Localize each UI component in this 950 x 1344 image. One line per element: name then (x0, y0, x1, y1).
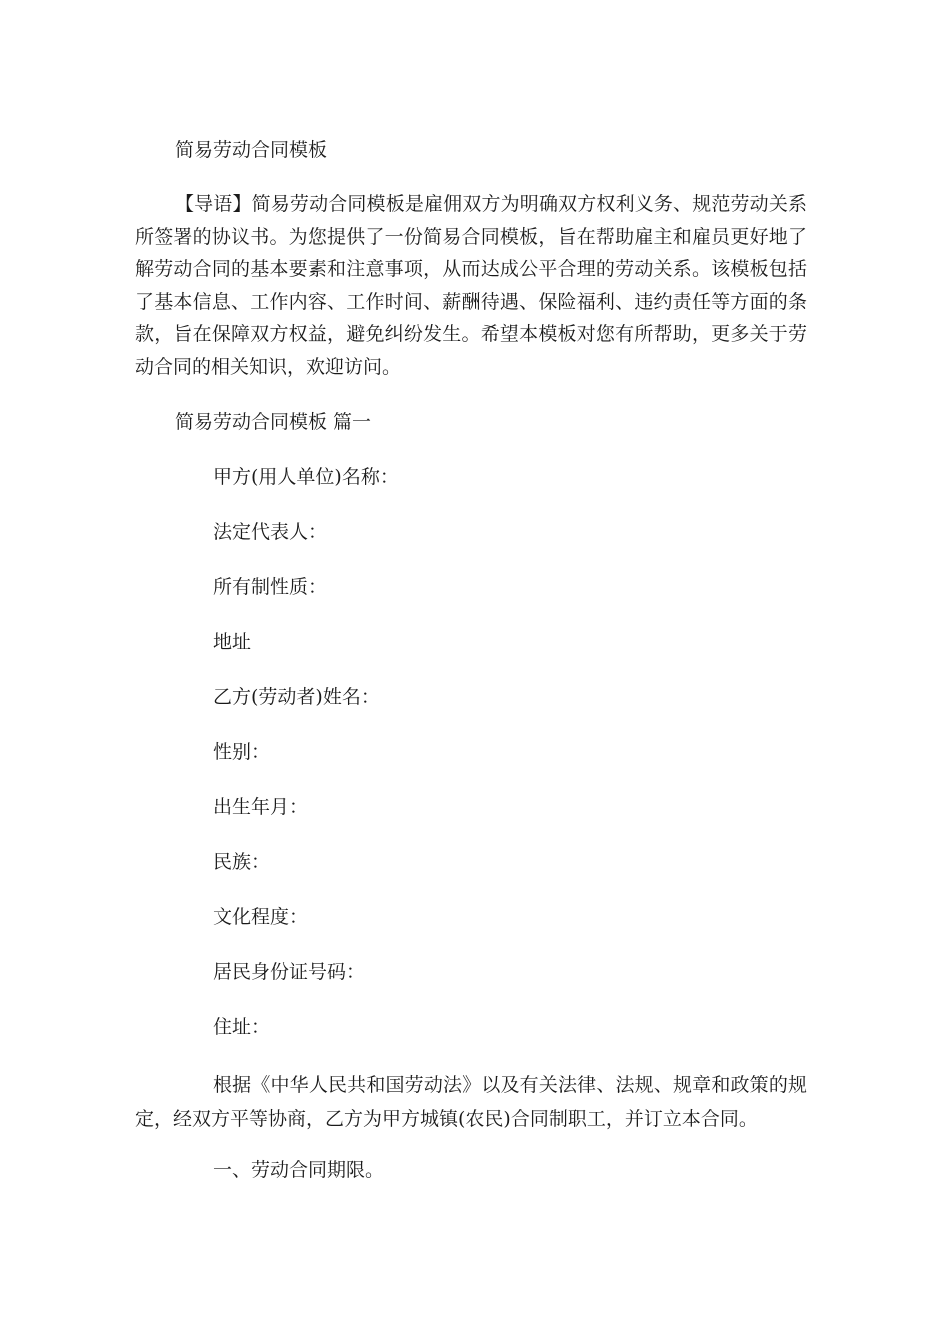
field-gender: 性别： (213, 741, 271, 763)
contract-fields-list (213, 463, 399, 1068)
intro-paragraph: 【导语】简易劳动合同模板是雇佣双方为明确双方权利义务、规范劳动关系所签署的协议书。为您提供了一份简易合同模板，旨在帮助雇主和雇员更好地了解劳动合同的基本要素和注意事项，从而达成公平合理的劳动关系。该模板包括了基本信息、工作内容、工作时间、薪酬待遇、保险福利、违约责任等方面的条款，旨在保障双方权益，避免纠纷发生。希望本模板对您有所帮助，更多关于劳动合同的相关知识，欢迎访问。 (135, 193, 807, 378)
field-residence: 住址： (213, 1016, 271, 1038)
field-employee-name: 乙方(劳动者)姓名： (213, 686, 380, 708)
field-education-level: 文化程度： (213, 906, 309, 928)
document-title: 简易劳动合同模板 (175, 139, 328, 161)
field-employer-name: 甲方(用人单位)名称： (213, 466, 399, 488)
field-ethnicity: 民族： (213, 851, 271, 873)
field-address: 地址 (213, 631, 252, 653)
clause-heading: 一、劳动合同期限。 (213, 1159, 385, 1181)
field-birth-date: 出生年月： (213, 796, 309, 818)
field-id-number: 居民身份证号码： (213, 961, 366, 983)
field-legal-representative: 法定代表人： (213, 521, 328, 543)
legal-basis-paragraph: 根据《中华人民共和国劳动法》以及有关法律、法规、规章和政策的规定，经双方平等协商，乙方为甲方城镇(农民)合同制职工，并订立本合同。 (135, 1074, 807, 1130)
field-ownership-type: 所有制性质： (213, 576, 328, 598)
section-title: 简易劳动合同模板 篇一 (175, 411, 372, 433)
